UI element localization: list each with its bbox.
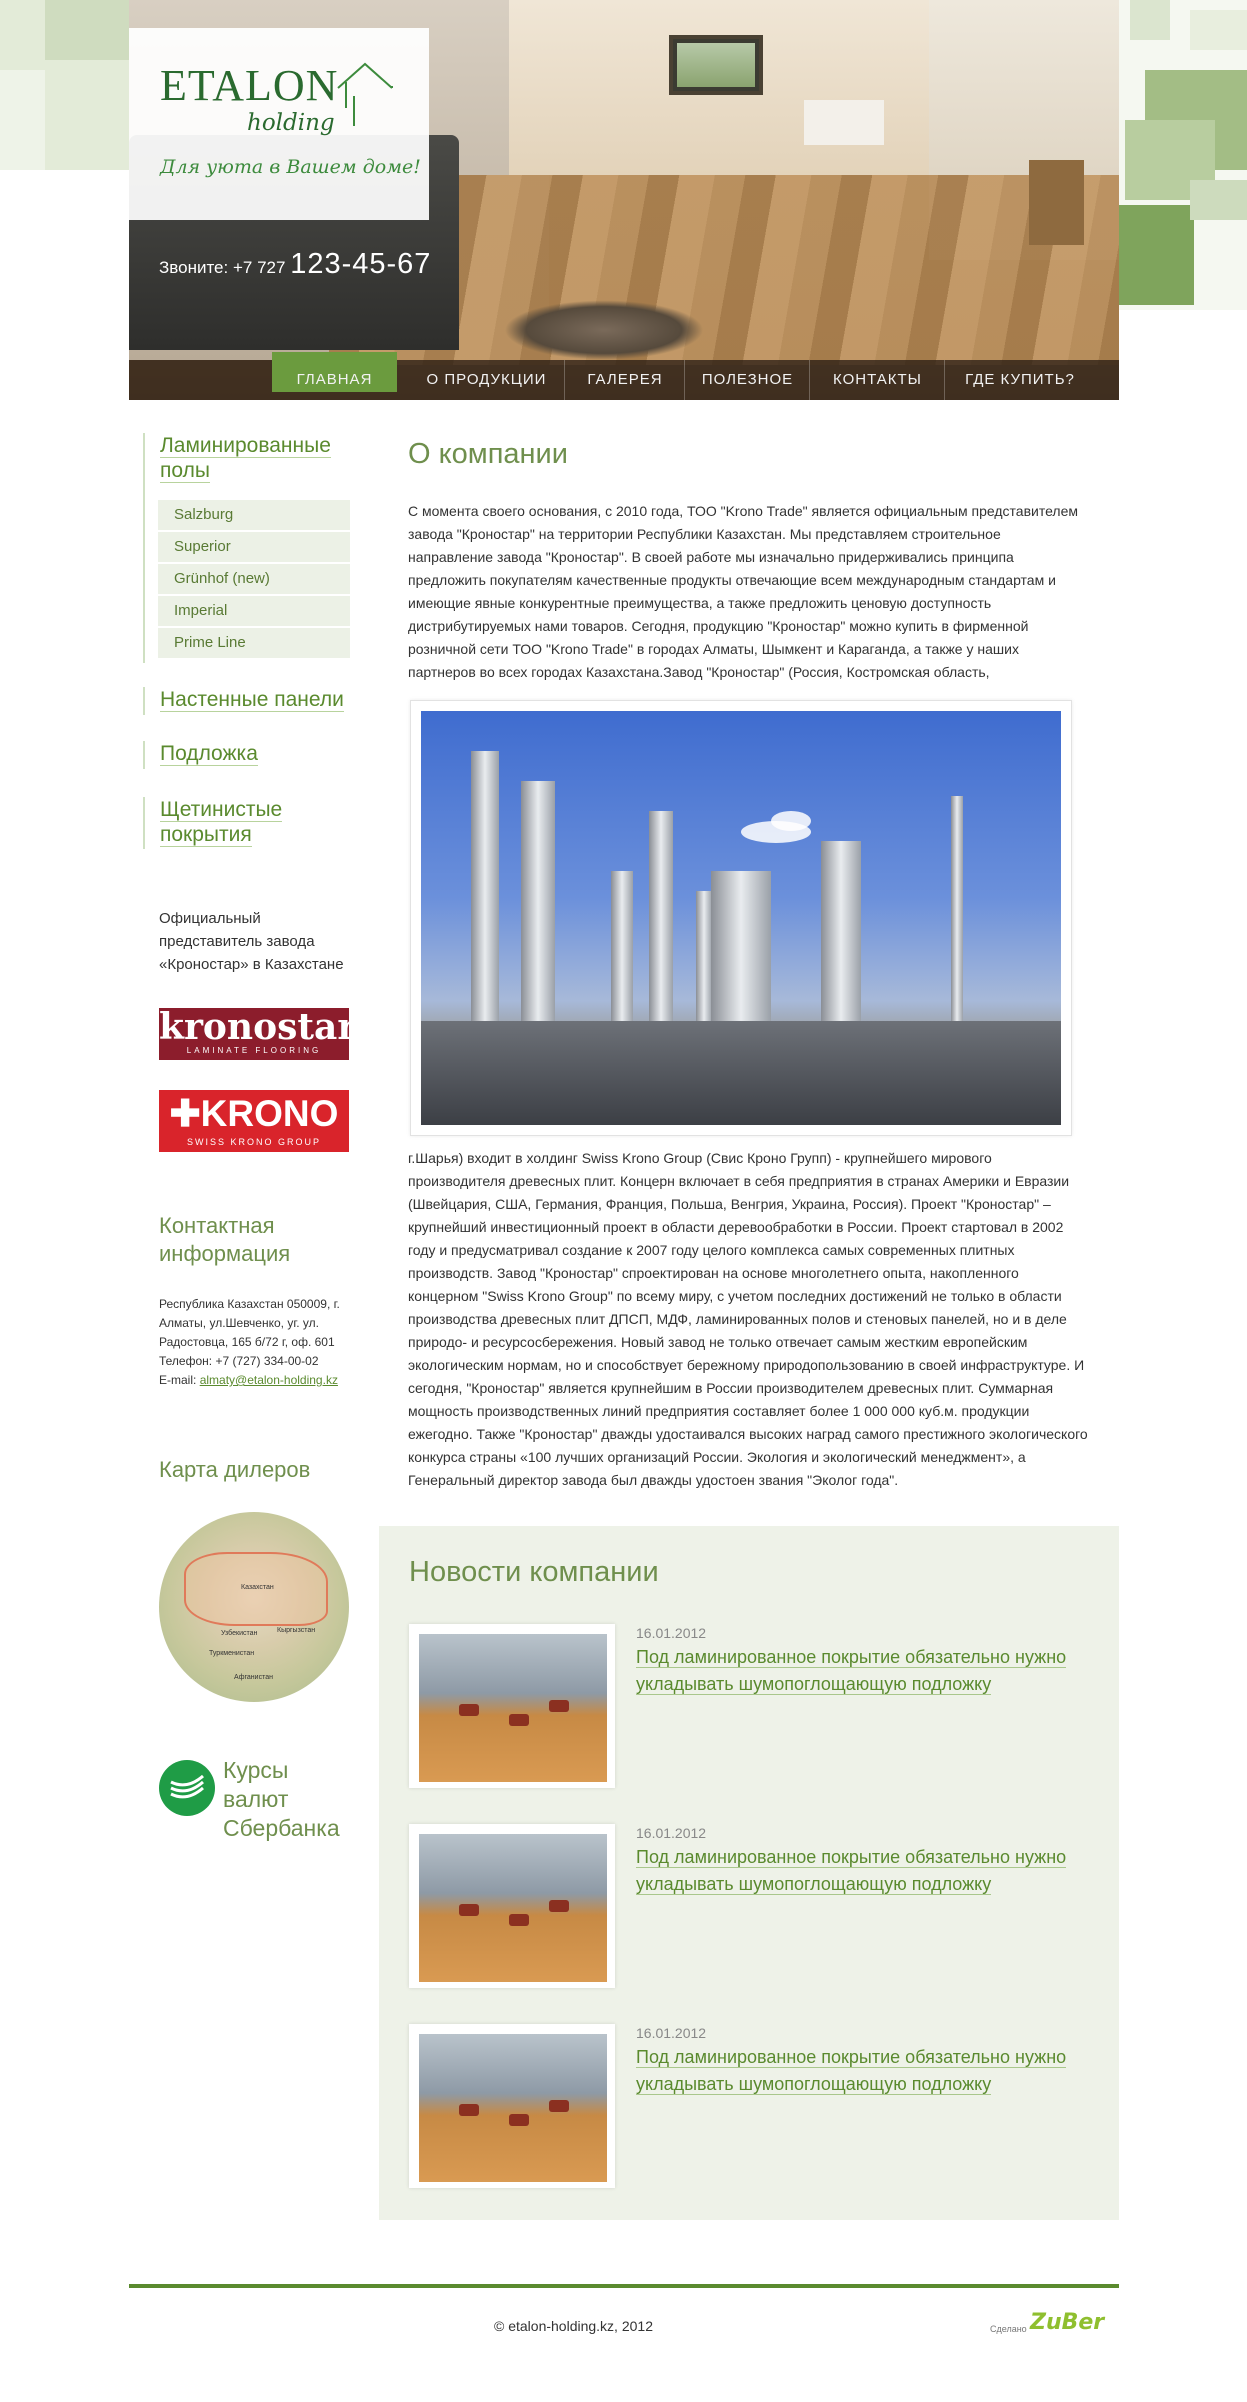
nav-item-useful[interactable]: ПОЛЕЗНОЕ (684, 360, 810, 400)
nav-item-products[interactable]: О ПРОДУКЦИИ (426, 371, 547, 388)
nav-item-where-to-buy[interactable]: ГДЕ КУПИТЬ? (944, 360, 1095, 400)
news-thumbnail[interactable] (409, 2024, 615, 2188)
interior-tv (669, 35, 763, 95)
kronostar-logo[interactable]: kronostar LAMINATE FLOORING (159, 1008, 349, 1060)
category-title[interactable]: Настенные панели (160, 688, 344, 711)
sidebar-category-wall-panels[interactable] (143, 687, 344, 715)
email-link[interactable]: almaty@etalon-holding.kz (199, 1373, 338, 1387)
category-title[interactable]: Щетинистые покрытия (160, 798, 283, 846)
logo-tagline: Для уюта в Вашем доме! (160, 156, 421, 178)
sidebar-subitem-imperial[interactable]: Imperial (158, 596, 350, 626)
news-section (379, 1526, 1119, 2220)
logo-sub: holding (247, 110, 335, 136)
header-banner (129, 0, 1119, 400)
about-paragraph-1: С момента своего основания, с 2010 года, ТОО "Krono Trade" является официальным представителем завода "Кроностар" на территории Республики Казахстан. Мы представляем строительное направление завода "Кроностар". В своей работе мы изначально придерживались принципа предложить покупателям качественные продукты отвечающие всем международным стандартам и имеющие явные конкурентные преимущества, а также предложить ценовую доступность дистрибутируемых нами товаров. Сегодня, продукцию "Кроностар" можно купить в фирменной розничной сети ТОО "Krono Trade" в городах Алматы, Шымкент и Караганда, а также у наших партнеров во всех городах Казахстана.Завод "Кроностар" (Россия, Костромская область, (408, 503, 1078, 680)
sidebar-category-bristle[interactable] (143, 797, 310, 849)
news-link[interactable]: Под ламинированное покрытие обязательно нужно укладывать шумопоглощающую подложку (636, 1847, 1067, 1894)
swiss-krono-logo[interactable]: ✚KRONO SWISS KRONO GROUP (159, 1090, 349, 1152)
footer-divider (129, 2284, 1119, 2288)
sidebar-subitem-superior[interactable]: Superior (158, 532, 350, 562)
dealer-map[interactable]: Казахстан Узбекистан Туркменистан Афганистан Кыргызстан (159, 1512, 349, 1702)
sberbank-logo[interactable] (159, 1760, 215, 1816)
nav-item-contacts[interactable]: КОНТАКТЫ (809, 360, 945, 400)
official-rep-text: Официальный представитель завода «Кроностар» в Казахстане (159, 910, 344, 973)
phone-label: Звоните: (159, 258, 229, 277)
news-date: 16.01.2012 (636, 1825, 707, 1841)
nav-item-home[interactable]: ГЛАВНАЯ (272, 352, 397, 392)
decor-square (1190, 10, 1247, 50)
sberbank-icon (159, 1760, 215, 1816)
news-date: 16.01.2012 (636, 2025, 707, 2041)
dealer-map-title[interactable]: Карта дилеров (159, 1457, 311, 1482)
contact-title: Контактная информация (159, 1213, 291, 1266)
interior-stool (1029, 160, 1084, 245)
phone-block (159, 248, 431, 281)
sidebar-subitem-salzburg[interactable]: Salzburg (158, 500, 350, 530)
interior-table (504, 300, 704, 360)
factory-image (421, 711, 1061, 1125)
factory-photo (410, 700, 1072, 1136)
currency-rates-link[interactable]: Курсы валют Сбербанка (223, 1757, 340, 1841)
decor-square (45, 0, 129, 60)
phone-code: +7 727 (232, 258, 286, 277)
sidebar-subitem-grunhof[interactable]: Grünhof (new) (158, 564, 350, 594)
news-link[interactable]: Под ламинированное покрытие обязательно нужно укладывать шумопоглощающую подложку (636, 1647, 1067, 1694)
nav-item-gallery[interactable]: ГАЛЕРЕЯ (564, 360, 685, 400)
news-thumbnail[interactable] (409, 1824, 615, 1988)
decor-square (0, 70, 45, 170)
developer-logo[interactable]: ZuBer (1030, 2310, 1105, 2335)
sidebar-subitem-prime-line[interactable]: Prime Line (158, 628, 350, 658)
news-date: 16.01.2012 (636, 1625, 707, 1641)
logo[interactable] (129, 28, 429, 220)
news-thumbnail[interactable] (409, 1624, 615, 1788)
news-link[interactable]: Под ламинированное покрытие обязательно нужно укладывать шумопоглощающую подложку (636, 2047, 1067, 2094)
page-title: О компании (408, 438, 568, 470)
decor-square (1119, 205, 1194, 305)
about-paragraph-2: г.Шарья) входит в холдинг Swiss Krono Group (Свис Кроно Групп) - крупнейшего мирового производителя древесных плит. Концерн включает в себя предприятия в странах Америки и Евразии (Швейцария, США, Германия, Франция, Польша, Венгрия, Украина, Россия). Проект "Кроностар" – крупнейший инвестиционный проект в области деревообработки в России. Проект стартовал в 2002 году и предусматривал создание к 2007 году целого комплекса самых современных плитных производств. Завод "Кроностар" спроектирован на основе многолетнего опыта, накопленного концерном "Swiss Krono Group" по всему миру, с учетом последних достижений не только в области производства древесных плит ДПСП, МДФ, ламинированных полов и стеновых панелей, но и в деле природо- и ресурсосбережения. Новый завод не только отвечает самым жестким европейским экологическим нормам, но и способствует бережному природопользованию в своей инфраструктуре. И сегодня, "Кроностар" является крупнейшим в России производителем древесных плит. Суммарная мощность производственных линий предприятия составляет более 1 000 000 куб.м. продукции ежегодно. Также "Кроностар" дважды удостаивался высоких наград самого престижного экологического конкурса страны «100 лучших организаций России. Экология и экологический менеджмент», а Генеральный директор завода был дважды удостоен звания "Эколог года". (408, 1150, 1088, 1488)
copyright: © etalon-holding.kz, 2012 (494, 2318, 653, 2334)
interior-cabinet (804, 100, 884, 145)
category-title[interactable]: Ламинированные полы (160, 434, 331, 482)
sidebar-category-underlay[interactable] (143, 741, 258, 769)
decor-square (1190, 180, 1247, 220)
contact-address: Республика Казахстан 050009, г. Алматы, ул.Шевченко, уг. ул. Радостовца, 165 б/72 г, оф. 601 Телефон: +7 (727) 334-00-02 E-mail: almaty@etalon-holding.kz (159, 1297, 340, 1387)
cross-icon: ✚ (169, 1093, 201, 1134)
category-title[interactable]: Подложка (160, 742, 258, 765)
made-by-label: Сделано (990, 2324, 1027, 2334)
logo-name: ETALON (160, 61, 339, 110)
phone-number[interactable]: 123-45-67 (290, 248, 432, 280)
news-title: Новости компании (409, 1556, 659, 1588)
decor-square (1130, 0, 1170, 40)
main-nav (129, 360, 1119, 400)
house-icon (334, 58, 396, 128)
